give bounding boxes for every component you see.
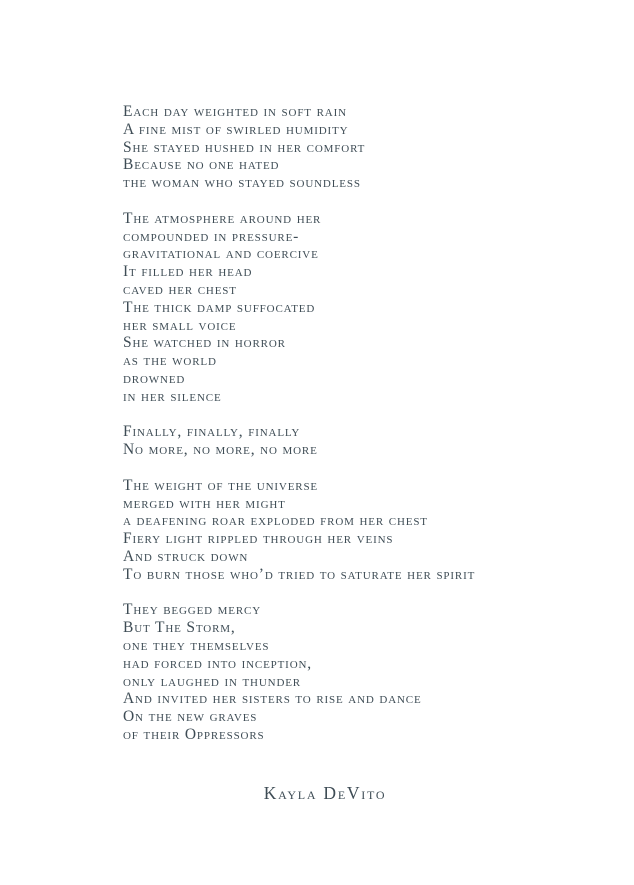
poem-line: She stayed hushed in her comfort [123, 138, 366, 156]
poem-line: Because no one hated [123, 156, 280, 174]
poem-stanza [123, 423, 475, 459]
poem-line: The weight of the universe [123, 476, 318, 494]
poem-line: in her silence [123, 387, 222, 405]
poem-body [123, 103, 475, 744]
poem-line: Each day weighted in soft rain [123, 103, 347, 120]
poem-line: But The Storm, [123, 619, 236, 637]
poem-line: caved her chest [123, 280, 237, 298]
poem-stanza [123, 103, 475, 192]
poem-line: On the new graves [123, 708, 258, 726]
poem-line: only laughed in thunder [123, 672, 301, 690]
poem-line: as the world [123, 352, 217, 370]
poem-line: A fine mist of swirled humidity [123, 120, 349, 138]
poem-line: one they themselves [123, 636, 270, 654]
poem-line: gravitational and coercive [123, 245, 319, 263]
author-name: Kayla DeVito [263, 783, 387, 803]
poem-line: compounded in pressure- [123, 227, 300, 245]
poem-line: Finally, finally, finally [123, 423, 301, 441]
poem-line: The thick damp suffocated [123, 298, 316, 316]
poem-line: her small voice [123, 316, 237, 334]
poem-line: And struck down [123, 547, 249, 565]
poem-line: a deafening roar exploded from her chest [123, 512, 428, 530]
poem-line: She watched in horror [123, 334, 286, 352]
poem-line: It filled her head [123, 263, 253, 281]
poem-line: drowned [123, 369, 186, 387]
poem-line: had forced into inception, [123, 654, 313, 672]
poem-line: The atmosphere around her [123, 209, 322, 227]
poem-line: of their Oppressors [123, 725, 265, 743]
poem-line: No more, no more, no more [123, 441, 318, 459]
poem-stanza [123, 477, 475, 584]
poem-stanza [123, 601, 475, 743]
poem-line: They begged mercy [123, 601, 262, 619]
poem-line: merged with her might [123, 494, 286, 512]
poem-line: the woman who stayed soundless [123, 174, 361, 192]
poem-line: To burn those who’d tried to saturate her spirit [123, 565, 476, 583]
poem-line: And invited her sisters to rise and dance [123, 690, 422, 708]
poem-line: Fiery light rippled through her veins [123, 530, 394, 548]
poem-stanza [123, 210, 475, 406]
